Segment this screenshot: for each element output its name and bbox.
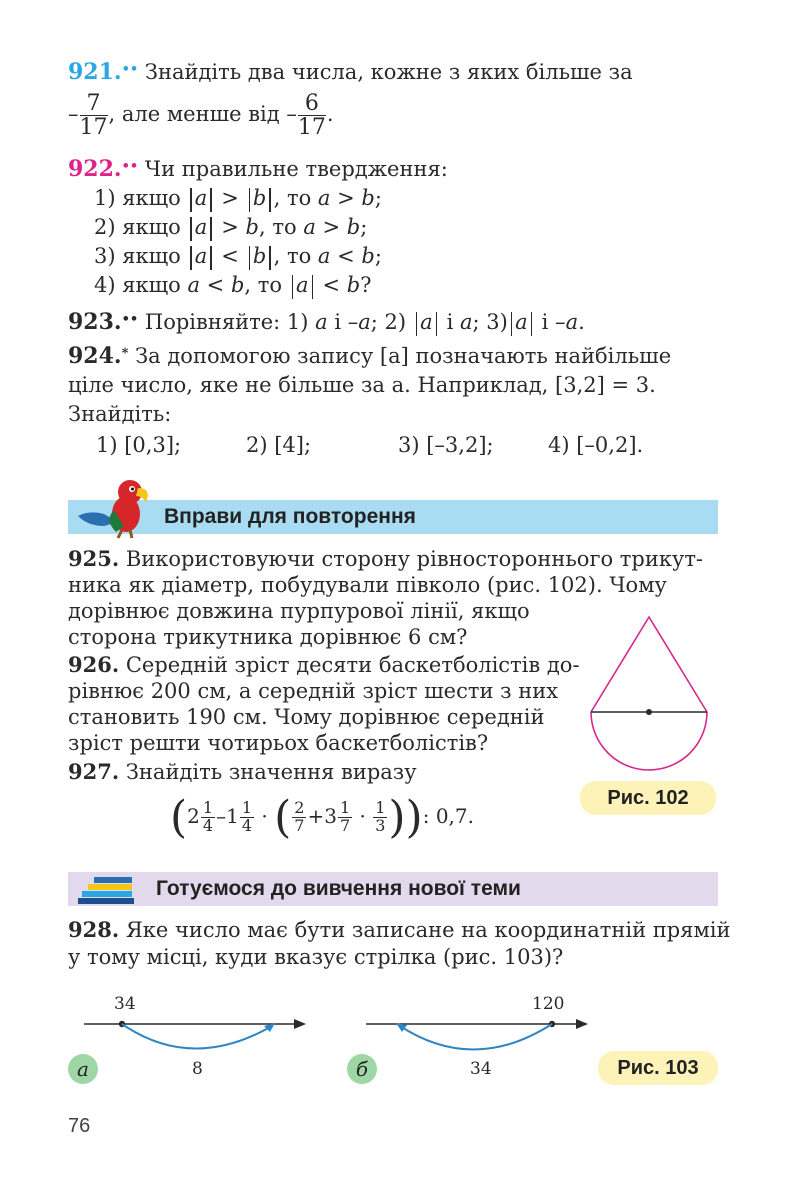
problem-number: 922.•• — [68, 156, 139, 182]
problem-number: 928. — [68, 917, 120, 942]
problem-number: 921.•• — [68, 59, 139, 85]
figure-103b-number-line — [362, 1010, 602, 1058]
fraction: $\frac{2}{7}$ — [294, 798, 305, 835]
problem-922-item-4: 4) якщо a < b, то a < b? — [94, 273, 372, 297]
section-banner-review — [68, 500, 718, 534]
parrot-icon — [74, 470, 164, 540]
problem-924-task-1: 1) [0,3]; — [96, 433, 182, 457]
figure-103b-top-label: 120 — [532, 994, 565, 1014]
problem-922-item-1: 1) якщо a > b , то a > b; — [94, 186, 382, 210]
figure-103a-top-label: 34 — [114, 994, 136, 1014]
figure-103b-bottom-label: 34 — [470, 1059, 492, 1079]
problem-number: 925. — [68, 546, 120, 571]
section-title: Готуємося до вивчення нової теми — [156, 877, 521, 900]
problem-number: 923.•• — [68, 309, 139, 335]
figure-103a-tag: а — [68, 1054, 98, 1084]
figure-103b-tag: б — [347, 1054, 377, 1084]
fraction: $\frac{1}{3}$ — [375, 798, 386, 835]
problem-924-line2: ціле число, яке не більше за a. Наприклад, [3,2] = 3. — [68, 373, 656, 397]
problem-926-line3: становить 190 см. Чому дорівнює середній — [68, 705, 545, 729]
problem-924-task-4: 4) [–0,2]. — [548, 433, 644, 457]
fraction: $\frac{1}{4}$ — [202, 798, 214, 835]
problem-923: 923.•• Порівняйте: 1) a і –a; 2) a і a; 3) a і –a. — [68, 309, 585, 335]
problem-922-item-3: 3) якщо a < b , то a < b; — [94, 244, 382, 268]
problem-925-line4: сторона трикутника дорівнює 6 см? — [68, 625, 468, 649]
problem-number: 926. — [68, 652, 120, 677]
problem-927-line1: 927. Знайдіть значення виразу — [68, 759, 417, 784]
problem-number: 927. — [68, 759, 120, 784]
problem-928-line2: у тому місці, куди вказує стрілка (рис. 103)? — [68, 945, 564, 969]
problem-922-title: 922.•• Чи правильне твердження: — [68, 156, 448, 182]
problem-925-line1: 925. Використовуючи сторону рівностороннього трикут- — [68, 546, 704, 571]
fraction: $\frac{7}{17}$ — [79, 91, 108, 141]
fraction: $\frac{6}{17}$ — [297, 91, 326, 141]
section-title: Вправи для повторення — [164, 505, 416, 528]
problem-921-line2: – $\frac{7}{17}$ , але менше від – $\frac{6}{17}$ . — [68, 91, 334, 141]
fraction: $\frac{1}{7}$ — [339, 798, 351, 835]
page-number: 76 — [68, 1115, 91, 1137]
problem-921-line1: 921.•• Знайдіть два числа, кожне з яких більше за — [68, 59, 633, 85]
problem-925-line3: дорівнює довжина пурпурової лінії, якщо — [68, 599, 530, 623]
problem-928-line1: 928. Яке число має бути записане на координатній прямій — [68, 917, 731, 942]
figure-102-label: Рис. 102 — [580, 781, 716, 815]
problem-number: 924.* — [68, 343, 129, 369]
fraction: $\frac{1}{4}$ — [241, 798, 253, 835]
books-icon — [74, 873, 140, 907]
problem-926-line1: 926. Середній зріст десяти баскетболістів до- — [68, 652, 580, 677]
problem-924-line3: Знайдіть: — [68, 402, 172, 426]
figure-103a-number-line — [80, 1010, 320, 1058]
problem-924-task-3: 3) [–3,2]; — [398, 433, 494, 457]
figure-102-semicircle-triangle — [580, 605, 720, 775]
problem-924-task-2: 2) [4]; — [246, 433, 312, 457]
figure-103a-bottom-label: 8 — [192, 1059, 203, 1079]
problem-922-item-2: 2) якщо a > b, то a > b; — [94, 215, 368, 239]
problem-927-expression: (2 $\frac{1}{4}$ –1 $\frac{1}{4}$ · ( $\frac{2}{7}$ +3 $\frac{1}{7}$ · $\frac{1}{3}$ )): 0,7. — [170, 791, 474, 843]
problem-926-line2: рівнює 200 см, а середній зріст шести з них — [68, 679, 559, 703]
problem-925-line2: ника як діаметр, побудували півколо (рис. 102). Чому — [68, 573, 667, 597]
figure-103-label: Рис. 103 — [598, 1051, 718, 1085]
section-banner-new-topic — [68, 872, 718, 906]
problem-926-line4: зріст решти чотирьох баскетболістів? — [68, 731, 489, 755]
problem-924-line1: 924.* За допомогою запису [a] позначають найбільше — [68, 343, 672, 369]
